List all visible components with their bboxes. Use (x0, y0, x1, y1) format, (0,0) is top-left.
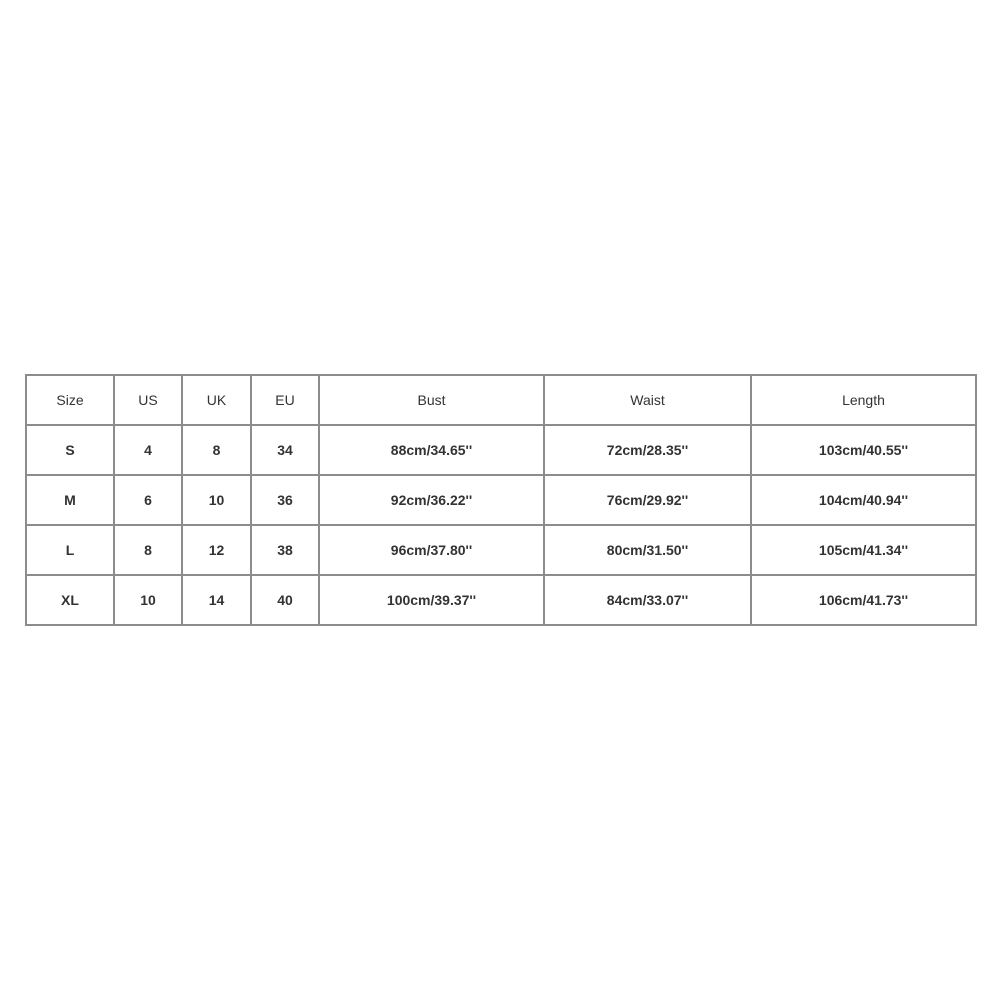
cell-waist: 72cm/28.35'' (544, 425, 751, 475)
header-us: US (114, 375, 182, 425)
cell-bust: 88cm/34.65'' (319, 425, 544, 475)
table-row (26, 425, 976, 475)
cell-bust: 92cm/36.22'' (319, 475, 544, 525)
cell-bust: 100cm/39.37'' (319, 575, 544, 625)
cell-waist: 84cm/33.07'' (544, 575, 751, 625)
cell-size: M (26, 475, 114, 525)
cell-uk: 12 (182, 525, 251, 575)
cell-uk: 8 (182, 425, 251, 475)
table-row (26, 525, 976, 575)
cell-length: 104cm/40.94'' (751, 475, 976, 525)
cell-eu: 40 (251, 575, 319, 625)
cell-length: 103cm/40.55'' (751, 425, 976, 475)
cell-waist: 76cm/29.92'' (544, 475, 751, 525)
cell-length: 105cm/41.34'' (751, 525, 976, 575)
cell-uk: 10 (182, 475, 251, 525)
size-chart-table (25, 374, 977, 626)
cell-size: S (26, 425, 114, 475)
cell-us: 6 (114, 475, 182, 525)
cell-eu: 36 (251, 475, 319, 525)
header-row (26, 375, 976, 425)
cell-bust: 96cm/37.80'' (319, 525, 544, 575)
cell-us: 10 (114, 575, 182, 625)
cell-us: 8 (114, 525, 182, 575)
cell-eu: 38 (251, 525, 319, 575)
cell-size: XL (26, 575, 114, 625)
cell-eu: 34 (251, 425, 319, 475)
header-bust: Bust (319, 375, 544, 425)
table-row (26, 475, 976, 525)
header-eu: EU (251, 375, 319, 425)
header-length: Length (751, 375, 976, 425)
cell-uk: 14 (182, 575, 251, 625)
cell-length: 106cm/41.73'' (751, 575, 976, 625)
header-size: Size (26, 375, 114, 425)
table-row (26, 575, 976, 625)
cell-us: 4 (114, 425, 182, 475)
cell-size: L (26, 525, 114, 575)
header-uk: UK (182, 375, 251, 425)
header-waist: Waist (544, 375, 751, 425)
cell-waist: 80cm/31.50'' (544, 525, 751, 575)
